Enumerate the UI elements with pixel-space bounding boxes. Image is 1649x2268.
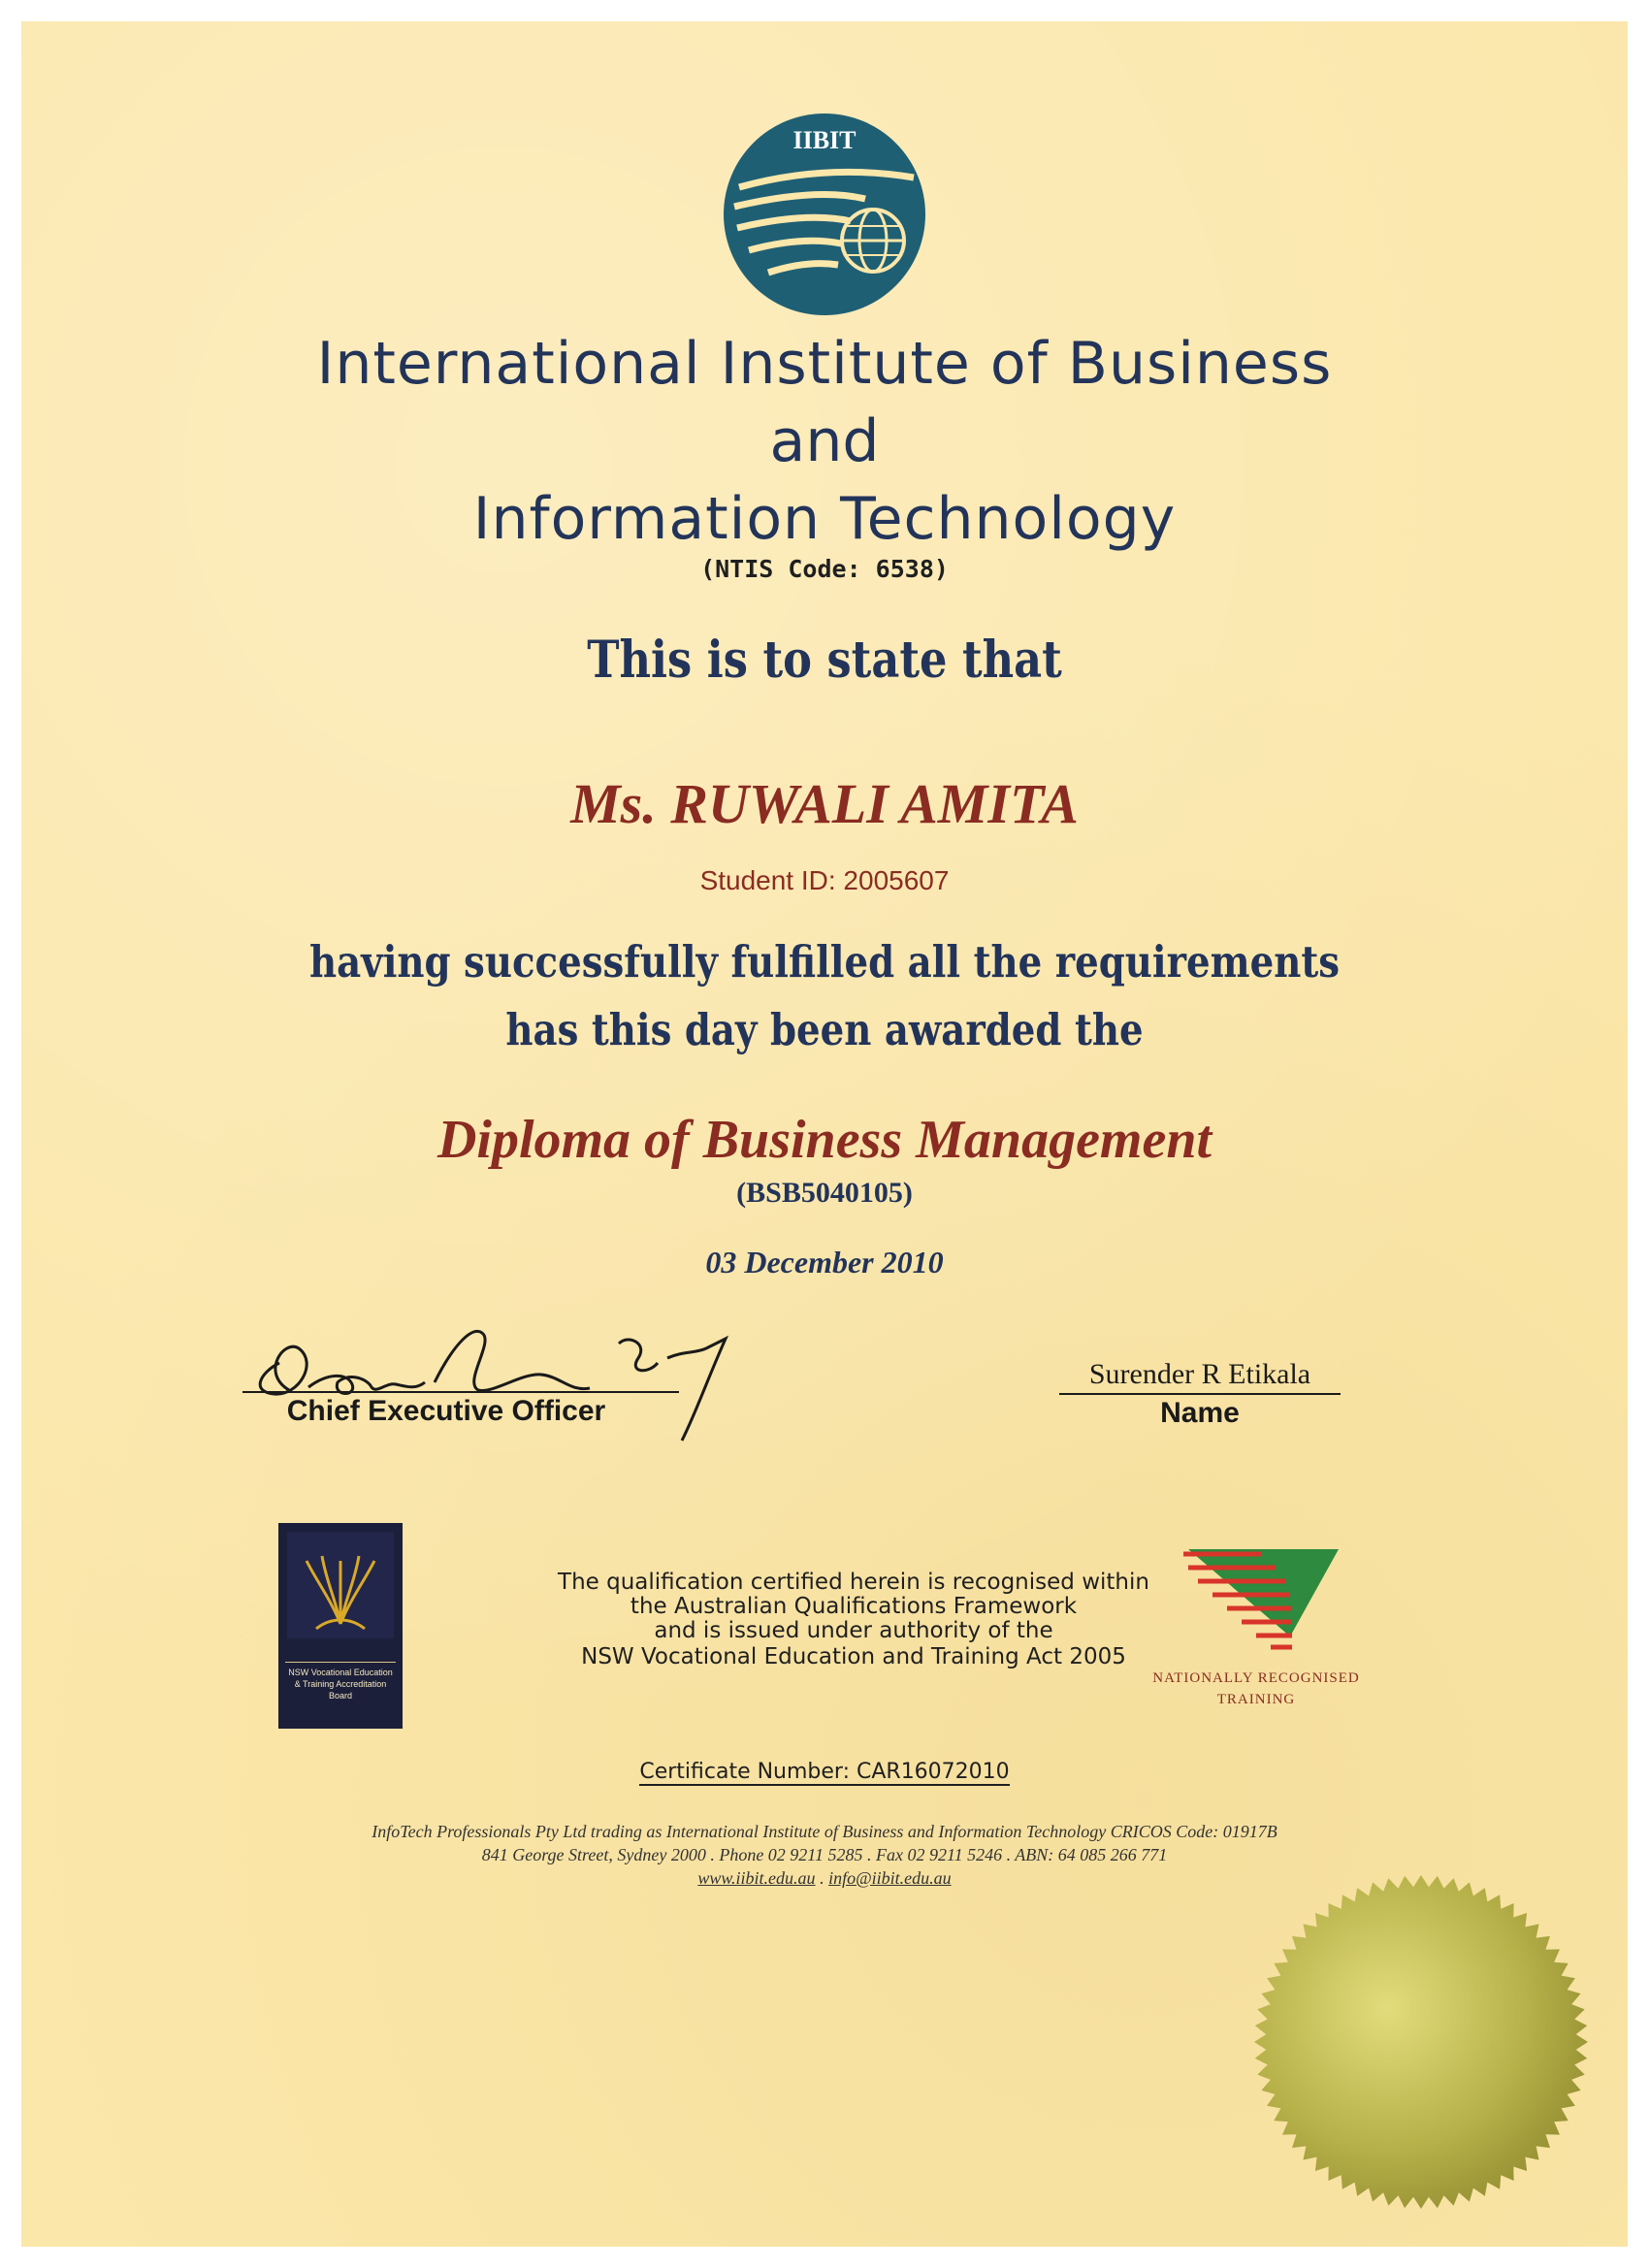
nsw-accreditation-logo	[278, 1523, 403, 1729]
recognition-line3: and is issued under authority of the	[654, 1618, 1053, 1643]
nrt-logo	[1183, 1544, 1343, 1656]
nsw-emblem	[287, 1532, 394, 1638]
nrt-text-line1: NATIONALLY RECOGNISED	[1152, 1670, 1360, 1686]
requirements-line1: having successfully fulfilled all the requirements	[308, 936, 1340, 988]
recognition-line2: the Australian Qualifications Framework	[630, 1594, 1078, 1619]
footer-line1: InfoTech Professionals Pty Ltd trading as International Institute of Business and Information Technology CRICOS Code: 01917B	[372, 1822, 1277, 1841]
certificate-number	[0, 1760, 1649, 1784]
signature-line	[242, 1391, 679, 1393]
qualification-code: (BSB5040105)	[736, 1177, 913, 1209]
institution-name-line3: Information Technology	[472, 485, 1177, 553]
recipient-name: Ms. RUWALI AMITA	[570, 772, 1079, 835]
logo-text: IIBIT	[792, 126, 857, 154]
wheat-icon	[287, 1532, 394, 1638]
footer-separator: .	[820, 1868, 824, 1888]
ntis-code: (NTIS Code: 6538)	[700, 555, 949, 583]
award-date: 03 December 2010	[705, 1245, 944, 1280]
state-heading: This is to state that	[587, 631, 1062, 690]
qualification-title: Diploma of Business Management	[436, 1110, 1212, 1170]
iibit-logo	[720, 110, 929, 319]
gold-seal	[1246, 1863, 1596, 2221]
recognition-line1: The qualification certified herein is recognised within	[558, 1570, 1149, 1595]
email-link[interactable]: info@iibit.edu.au	[828, 1868, 952, 1888]
institution-name-line2: and	[769, 407, 880, 475]
student-id: Student ID: 2005607	[699, 865, 950, 895]
institution-name-line1: International Institute of Business	[316, 330, 1333, 398]
nrt-text-line2: TRAINING	[1216, 1692, 1296, 1707]
name-line	[1059, 1393, 1341, 1395]
nsw-logo-text: NSW Vocational Education & Training Accreditation Board	[285, 1662, 396, 1701]
recognition-line4: NSW Vocational Education and Training Act 2005	[581, 1644, 1126, 1669]
requirements-line2: has this day been awarded the	[505, 1004, 1144, 1055]
website-link[interactable]: www.iibit.edu.au	[697, 1868, 816, 1888]
footer-line2: 841 George Street, Sydney 2000 . Phone 02 9211 5285 . Fax 02 9211 5246 . ABN: 64 085 266 771	[481, 1845, 1168, 1864]
certificate-number-text: Certificate Number: CAR16072010	[639, 1760, 1010, 1784]
ceo-signature	[241, 1305, 764, 1450]
name-label: Name	[1160, 1397, 1240, 1429]
seal-body	[1254, 1875, 1588, 2209]
ceo-title: Chief Executive Officer	[286, 1395, 606, 1427]
signatory-name: Surender R Etikala	[1088, 1358, 1311, 1390]
